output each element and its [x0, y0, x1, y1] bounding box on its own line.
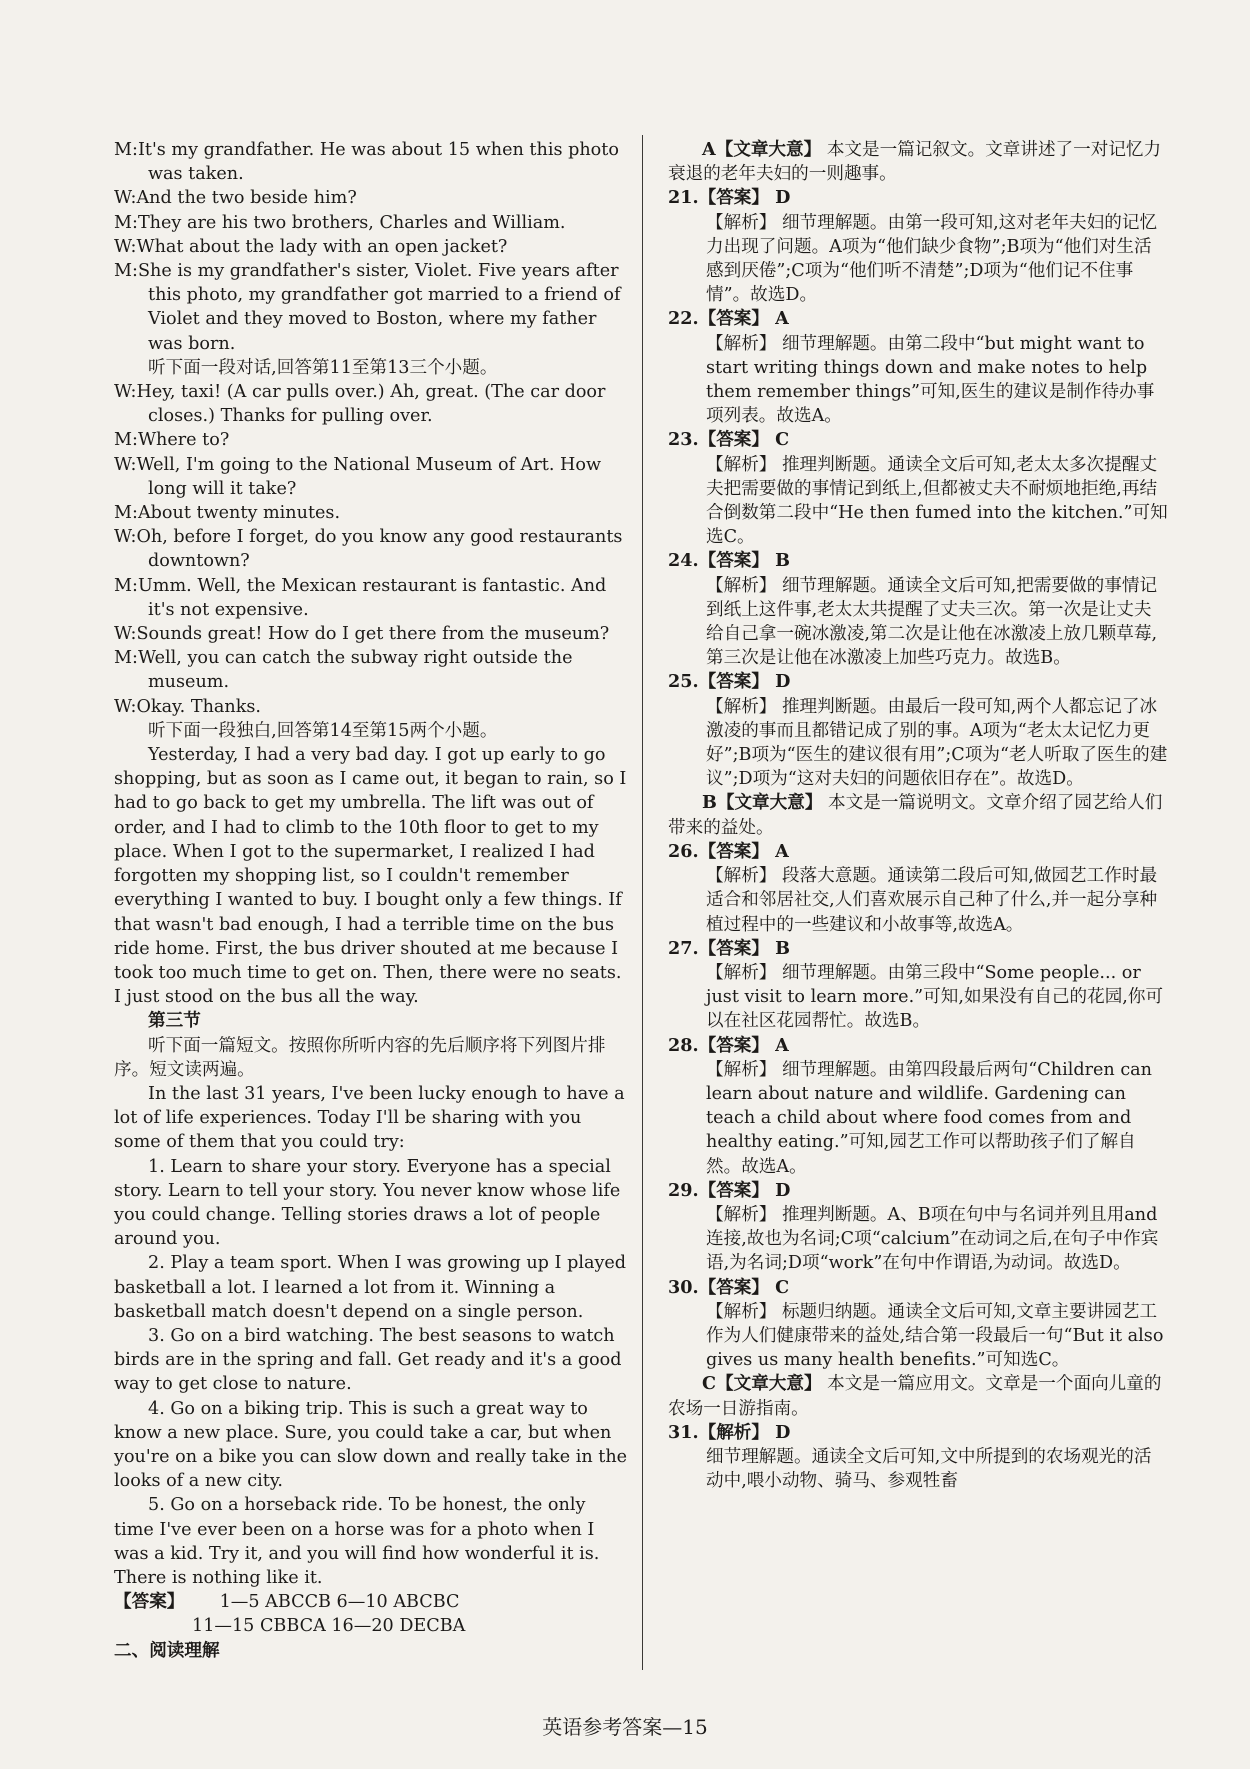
- item-analysis: 细节理解题。通读全文后可知,文中所提到的农场观光的活动中,喂小动物、骑马、参观牲畜: [706, 1446, 1152, 1492]
- item-number: 27.: [668, 937, 699, 959]
- passage-b-summary: [668, 791, 1168, 839]
- item-analysis: 【解析】 细节理解题。由第四段最后两句“Children can learn about nature and wildlife. Gardening can teach a child about where food comes from and healthy eating.”可知,园艺工作可以帮助孩子们了解自然。故选A。: [706, 1059, 1153, 1177]
- answer-item-30: [668, 1276, 1168, 1373]
- item-number: 30.: [668, 1276, 699, 1298]
- answer-item-25: [668, 670, 1168, 791]
- dialog-line: W:And the two beside him?: [114, 188, 357, 209]
- item-number: 25.: [668, 671, 699, 693]
- dialog-line: W:Oh, before I forget, do you know any good restaurants downtown?: [114, 527, 623, 572]
- item-answer: 【答案】 D: [698, 187, 791, 209]
- item-number: 29.: [668, 1179, 699, 1201]
- dialog-line: W:Well, I'm going to the National Museum of Art. How long will it take?: [114, 454, 602, 499]
- passage-a-summary: [668, 138, 1168, 186]
- answer-item-27: [668, 937, 1168, 1034]
- answer-item-21: [668, 186, 1168, 307]
- item-analysis: 【解析】 细节理解题。由第三段中“Some people... or just visit to learn more.”可知,如果没有自己的花园,你可以在社区花园帮忙。故选B。: [706, 962, 1164, 1032]
- item-answer: 【答案】 D: [698, 671, 791, 693]
- item-analysis: 【解析】 段落大意题。通读第二段后可知,做园艺工作时最适合和邻居社交,人们喜欢展示自己种了什么,并一起分享种植过程中的一些建议和小故事等,故选A。: [706, 866, 1158, 935]
- dialog-line: W:What about the lady with an open jacket?: [114, 236, 508, 257]
- answer-keys-1: 1—5 ABCCB 6—10 ABCBC: [219, 1592, 460, 1613]
- dialog-line: M:About twenty minutes.: [114, 503, 341, 524]
- item-answer: 【答案】 A: [698, 308, 789, 330]
- item-analysis: 【解析】 推理判断题。A、B项在句中与名词并列且用and连接,故也为名词;C项“calcium”在动词之后,在句子中作宾语,为名词;D项“work”在句中作谓语,为动词。故选D。: [706, 1204, 1159, 1274]
- instruction-14-15: 听下面一段独白,回答第14至第15两个小题。: [148, 720, 498, 741]
- item-number: 28.: [668, 1034, 699, 1056]
- section3-title: 第三节: [148, 1010, 201, 1032]
- page-footer: 英语参考答案—15: [542, 1715, 708, 1739]
- answer-item-24: [668, 549, 1168, 670]
- passage-b-text: 本文是一篇说明文。文章介绍了园艺给人们带来的益处。: [668, 793, 1163, 838]
- item-answer: 【答案】 A: [698, 1034, 789, 1056]
- passage-item: 4. Go on a biking trip. This is such a great way to know a new place. Sure, you could take a car, but when you're on a bike you can slow down and really take in the looks of a new city.: [114, 1398, 628, 1492]
- answer-keys-2: 11—15 CBBCA 16—20 DECBA: [192, 1616, 466, 1637]
- answer-item-31: [668, 1421, 1168, 1494]
- dialog-line: M:Umm. Well, the Mexican restaurant is fantastic. And it's not expensive.: [114, 575, 607, 620]
- dialog-line: W:Sounds great! How do I get there from the museum?: [114, 624, 610, 645]
- item-analysis: 【解析】 细节理解题。通读全文后可知,把需要做的事情记到纸上这件事,老太太共提醒了丈夫三次。第一次是让丈夫给自己拿一碗冰激凌,第二次是让他在冰激凌上放几颗草莓,第三次是让他在冰激凌上加些巧克力。故选B。: [706, 575, 1158, 669]
- left-column: [114, 138, 628, 1663]
- dialog-line: M:They are his two brothers, Charles and William.: [114, 212, 566, 233]
- dialog-line: M:Well, you can catch the subway right outside the museum.: [114, 648, 573, 693]
- item-analysis: 【解析】 推理判断题。通读全文后可知,老太太多次提醒丈夫把需要做的事情记到纸上,但都被丈夫不耐烦地拒绝,再结合倒数第二段中“He then fumed into the kitchen.”可知选C。: [706, 454, 1168, 548]
- item-number: 24.: [668, 550, 699, 572]
- item-analysis: 【解析】 细节理解题。由第一段可知,这对老年夫妇的记忆力出现了问题。A项为“他们缺少食物”;B项为“他们对生活感到厌倦”;C项为“他们听不清楚”;D项为“他们记不住事情”。故选D。: [706, 212, 1158, 306]
- passage-c-text: 本文是一篇应用文。文章是一个面向儿童的农场一日游指南。: [668, 1374, 1162, 1419]
- column-divider: [642, 135, 643, 1670]
- item-number: 31.: [668, 1421, 699, 1443]
- passage-a-text: 本文是一篇记叙文。文章讲述了一对记忆力衰退的老年夫妇的一则趣事。: [668, 140, 1162, 185]
- passage-item: 5. Go on a horseback ride. To be honest, the only time I've ever been on a horse was for a photo when I was a kid. Try it, and you will find how wonderful it is. There is nothing like it.: [114, 1495, 600, 1588]
- item-answer: 【答案】 C: [698, 1276, 790, 1298]
- item-answer: 【答案】 D: [698, 1179, 791, 1201]
- passage-item: 1. Learn to share your story. Everyone has a special story. Learn to tell your story. You never know whose life you could change. Telling stories draws a lot of people around you.: [114, 1156, 621, 1250]
- item-number: 21.: [668, 187, 699, 209]
- passage-item: 3. Go on a bird watching. The best seasons to watch birds are in the spring and fall. Get ready and it's a good way to get close to nature.: [114, 1325, 622, 1395]
- dialog-line: M:It's my grandfather. He was about 15 when this photo was taken.: [114, 140, 619, 185]
- section3-instruction: 听下面一篇短文。按照你所听内容的先后顺序将下列图片排序。短文读两遍。: [114, 1035, 606, 1080]
- item-analysis: 【解析】 标题归纳题。通读全文后可知,文章主要讲园艺工作为人们健康带来的益处,结合第一段最后一句“But it also gives us many health benefits.”可知选C。: [706, 1301, 1164, 1371]
- instruction-11-13: 听下面一段对话,回答第11至第13三个小题。: [148, 357, 498, 378]
- answer-label: 【答案】: [114, 1591, 185, 1613]
- item-answer: 【答案】 B: [698, 937, 790, 959]
- item-answer: 【答案】 B: [698, 550, 790, 572]
- answer-item-26: [668, 840, 1168, 937]
- passage-c-summary: [668, 1372, 1168, 1420]
- answer-item-28: [668, 1034, 1168, 1179]
- dialog-line: M:She is my grandfather's sister, Violet. Five years after this photo, my grandfather got married to a friend of Violet and they moved to Boston, where my father was born.: [114, 261, 621, 354]
- monologue-text: Yesterday, I had a very bad day. I got up early to go shopping, but as soon as I came out, it began to rain, so I had to go back to get my umbrella. The lift was out of order, and I had to climb to the 10th floor to get to my place. When I got to the supermarket, I realized I had forgotten my shopping list, so I couldn't remember everything I wanted to buy. I bought only a few things. If that wasn't bad enough, I had a terrible time on the bus ride home. First, the bus driver shouted at me because I took too much time to get on. Then, there were no seats. I just stood on the bus all the way.: [114, 745, 627, 1008]
- item-number: 23.: [668, 429, 699, 451]
- item-number: 22.: [668, 308, 699, 330]
- dialog-line: W:Okay. Thanks.: [114, 696, 262, 717]
- answer-item-22: [668, 307, 1168, 428]
- passage-intro: In the last 31 years, I've been lucky enough to have a lot of life experiences. Today I'll be sharing with you some of them that you could try:: [114, 1083, 625, 1153]
- item-analysis: 【解析】 推理判断题。由最后一段可知,两个人都忘记了冰激凌的事而且都错记成了别的事。A项为“老太太记忆力更好”;B项为“医生的建议很有用”;C项为“老人听取了医生的建议”;D项为“这对夫妇的问题依旧存在”。故选D。: [706, 696, 1168, 790]
- item-answer: 【解析】 D: [698, 1421, 791, 1443]
- dialog-line: W:Hey, taxi! (A car pulls over.) Ah, great. (The car door closes.) Thanks for pulling over.: [114, 382, 606, 427]
- answer-row: [114, 1590, 628, 1614]
- answer-item-29: [668, 1179, 1168, 1276]
- section2-title: 二、阅读理解: [114, 1639, 220, 1661]
- answer-item-23: [668, 428, 1168, 549]
- passage-b-tag: B【文章大意】: [702, 792, 823, 814]
- right-column: [668, 138, 1168, 1493]
- item-number: 26.: [668, 840, 699, 862]
- dialog-line: M:Where to?: [114, 430, 230, 451]
- passage-item: 2. Play a team sport. When I was growing up I played basketball a lot. I learned a lot from it. Winning a basketball match doesn't depend on a single person.: [114, 1253, 627, 1322]
- item-answer: 【答案】 A: [698, 840, 789, 862]
- item-analysis: 【解析】 细节理解题。由第二段中“but might want to start writing things down and make notes to help them remember things”可知,医生的建议是制作待办事项列表。故选A。: [706, 333, 1155, 427]
- passage-c-tag: C【文章大意】: [702, 1373, 822, 1395]
- passage-a-tag: A【文章大意】: [702, 139, 822, 160]
- item-answer: 【答案】 C: [698, 429, 790, 451]
